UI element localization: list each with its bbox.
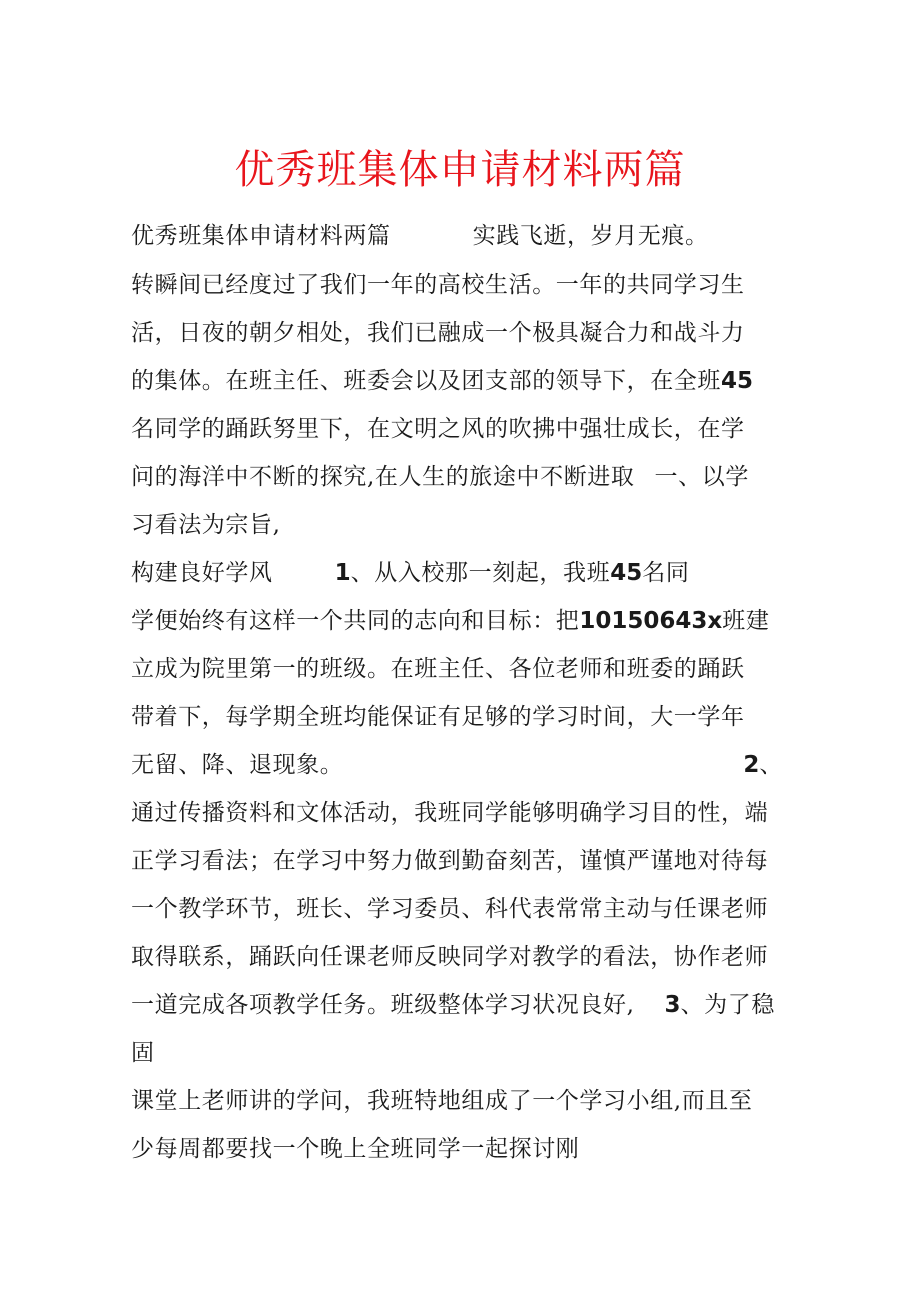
text-segment: 、为了稳 xyxy=(680,992,775,1018)
text-segment: 名同学的踊跃努里下，在文明之风的吹拂中强壮成长，在学 xyxy=(131,416,745,442)
text-segment: 学便始终有这样一个共同的志向和目标：把 xyxy=(131,608,580,634)
text-segment: 实践飞逝，岁月无痕。 xyxy=(472,223,709,249)
text-segment: 正学习看法；在学习中努力做到勤奋刻苦，谨慎严谨地对待每 xyxy=(131,848,769,874)
text-segment: 立成为院里第一的班级。在班主任、各位老师和班委的踊跃 xyxy=(131,656,745,682)
text-segment: 少每周都要找一个晚上全班同学一起探讨刚 xyxy=(131,1136,580,1162)
paragraph-line xyxy=(131,558,689,588)
paragraph-line xyxy=(131,846,768,876)
text-segment: 一个教学环节，班长、学习委员、科代表常常主动与任课老师 xyxy=(131,896,769,922)
text-segment: 带着下，每学期全班均能保证有足够的学习时间，大一学年 xyxy=(131,704,745,730)
paragraph-line xyxy=(131,606,769,636)
paragraph-line xyxy=(131,270,745,300)
text-segment: 取得联系，踊跃向任课老师反映同学对教学的看法，协作老师 xyxy=(131,944,769,970)
paragraph-line xyxy=(131,702,745,732)
text-segment: 无留、降、退现象。 xyxy=(131,752,344,778)
text-segment: 优秀班集体申请材料两篇 xyxy=(131,223,391,249)
number-segment: 45 xyxy=(610,560,643,586)
text-segment: 课堂上老师讲的学问，我班特地组成了一个学习小组,而且至 xyxy=(131,1088,753,1114)
paragraph-line xyxy=(131,1038,155,1068)
text-segment: 问的海洋中不断的探究,在人生的旅途中不断进取 xyxy=(131,464,635,490)
number-segment: 3 xyxy=(664,992,681,1018)
text-segment: 、 xyxy=(759,752,784,778)
paragraph-line xyxy=(131,798,768,828)
paragraph-line xyxy=(131,894,768,924)
text-segment: 名同 xyxy=(642,560,690,586)
text-segment: 、从入校那一刻起，我班 xyxy=(350,560,611,586)
paragraph-line xyxy=(131,990,775,1020)
paragraph-line xyxy=(131,221,709,251)
number-segment: 1 xyxy=(334,560,351,586)
text-segment: 的集体。在班主任、班委会以及团支部的领导下，在全班 xyxy=(131,368,721,394)
text-segment: 习看法为宗旨, xyxy=(131,512,281,538)
paragraph-line xyxy=(131,1134,579,1164)
text-segment: 固 xyxy=(131,1040,155,1066)
paragraph-line xyxy=(131,414,745,444)
paragraph-line xyxy=(131,462,749,492)
text-segment: 活，日夜的朝夕相处，我们已融成一个极具凝合力和战斗力 xyxy=(131,320,745,346)
text-segment: 一、以学 xyxy=(654,464,749,490)
paragraph-line xyxy=(131,942,768,972)
document-title: 优秀班集体申请材料两篇 xyxy=(234,147,686,193)
paragraph-line xyxy=(131,654,745,684)
text-segment: 班建 xyxy=(722,608,770,634)
number-segment: 2 xyxy=(743,752,760,778)
number-segment: 45 xyxy=(721,368,754,394)
paragraph-line xyxy=(131,1086,753,1116)
text-segment: 构建良好学风 xyxy=(131,560,273,586)
text-segment: 通过传播资料和文体活动，我班同学能够明确学习目的性，端 xyxy=(131,800,769,826)
paragraph-line xyxy=(131,318,745,348)
paragraph-line xyxy=(131,366,753,396)
paragraph-line xyxy=(131,510,281,540)
text-segment: 一道完成各项教学任务。班级整体学习状况良好, xyxy=(131,992,635,1018)
number-segment: 10150643x xyxy=(579,608,723,634)
paragraph-line xyxy=(131,750,783,780)
text-segment: 转瞬间已经度过了我们一年的高校生活。一年的共同学习生 xyxy=(131,272,745,298)
